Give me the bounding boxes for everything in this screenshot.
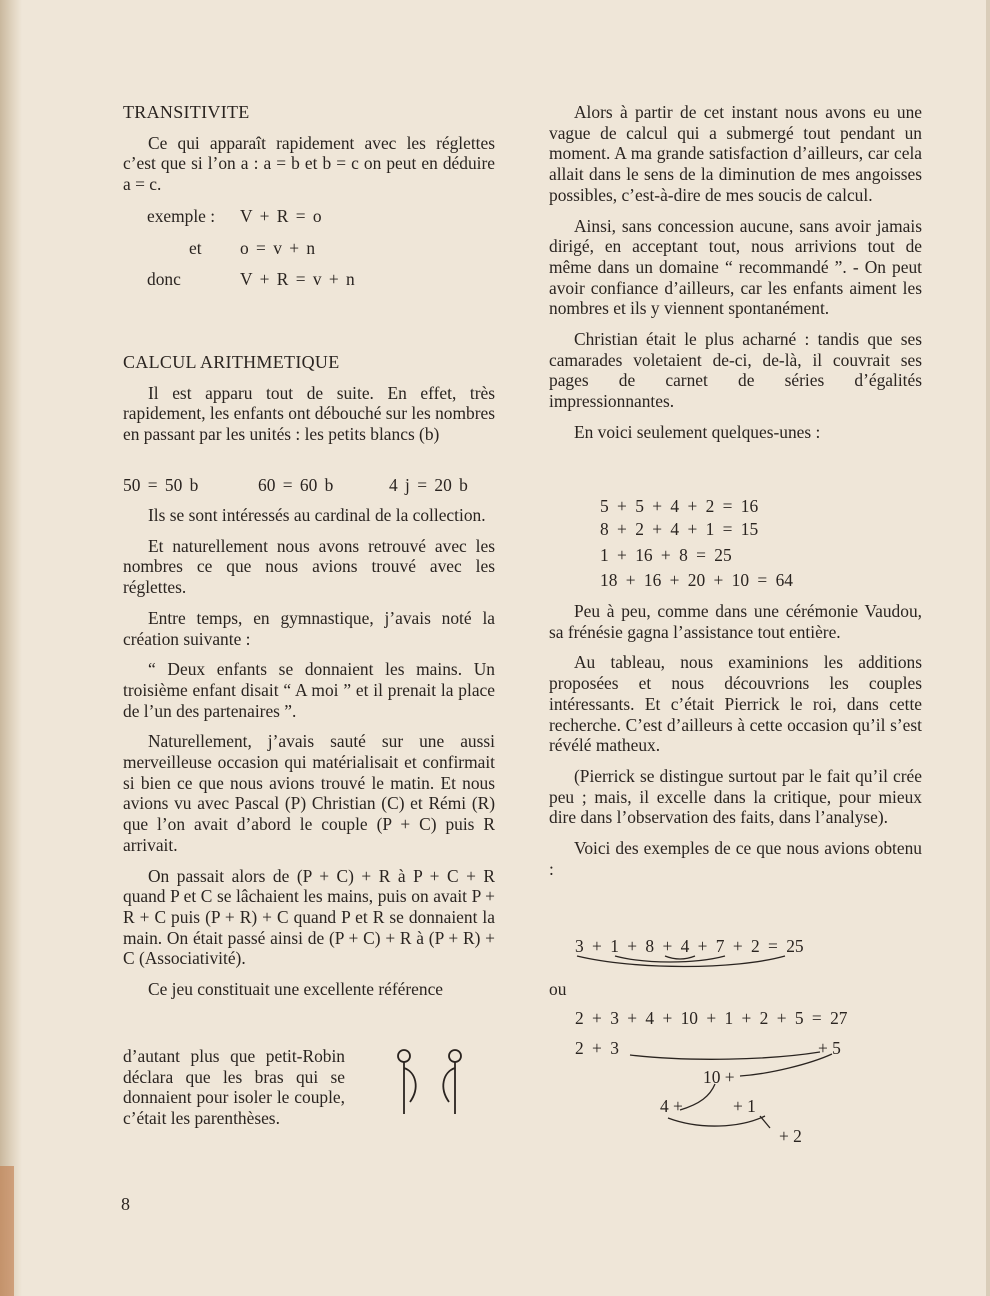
example-sum-25: 3 + 1 + 8 + 4 + 7 + 2 = 25 <box>575 936 804 956</box>
equation-50: 50 = 50 b <box>123 475 199 495</box>
tree-plus-2: + 2 <box>779 1126 802 1146</box>
series-line-3: 1 + 16 + 8 = 25 <box>600 545 732 565</box>
heading-calcul-arithmetique: CALCUL ARITHMETIQUE <box>123 352 340 372</box>
calcul-paragraph-6: Naturellement, j’avais sauté sur une aussi merveilleuse occasion qui matérialisait et confirmait si bien ce que nous avions trouvé le matin. Et nous avions vu avec Pascal (P) Christian (C) et Rémi (R) que l’on avait d’abord le couple (P + C) puis R arrivait. <box>123 731 495 855</box>
ou-label: ou <box>549 979 567 999</box>
example-label: exemple : <box>147 206 216 226</box>
right-paragraph-6: Au tableau, nous examinions les additions proposées et nous découvrions les couples intéressants. Et c’était Pierrick le roi, dans cette recherche. C’est d’ailleurs à cette occasion qu’il s’est révélé matheux. <box>549 652 922 756</box>
transitivite-paragraph: Ce qui apparaît rapidement avec les réglettes c’est que si l’on a : a = b et b = c on peut en déduire a = c. <box>123 132 495 195</box>
example-expression-2: o = v + n <box>240 238 316 258</box>
cover-edge <box>0 1166 14 1296</box>
equation-60: 60 = 60 b <box>258 475 334 495</box>
example-sum-27: 2 + 3 + 4 + 10 + 1 + 2 + 5 = 27 <box>575 1008 848 1028</box>
page-spine <box>0 0 22 1296</box>
series-line-1: 5 + 5 + 4 + 2 = 16 <box>600 496 759 516</box>
right-paragraph-8: Voici des exemples de ce que nous avions obtenu : <box>549 838 922 879</box>
et-label: et <box>189 238 202 258</box>
calcul-section <box>123 352 495 445</box>
children-holding-hands-drawing <box>392 1048 472 1124</box>
right-paragraph-2: Ainsi, sans concession aucune, sans avoir jamais dirigé, en acceptant tout, nous arrivions tout de même dans un domaine “ recommandé ”. - On peut avoir confiance d’ailleurs, car les enfants aiment les nombres et ils y viennent spontanément. <box>549 215 922 319</box>
right-paragraph-7: (Pierrick se distingue surtout par le fait qu’il crée peu ; mais, il excelle dans la critique, pour mieux dire dans l’observation des faits, dans l’analyse). <box>549 765 922 828</box>
right-paragraph-4: En voici seulement quelques-unes : <box>574 421 821 442</box>
calcul-paragraph-8a: Ce jeu constituait une excellente référence <box>148 979 444 1000</box>
calcul-paragraph-8b: d’autant plus que petit-Robin déclara que les bras qui se donnaient pour isoler le couple, c’était les parenthèses. <box>123 1046 345 1129</box>
calcul-paragraph-2: Ils se sont intéressés au cardinal de la collection. <box>148 505 486 525</box>
calcul-paragraph-5: “ Deux enfants se donnaient les mains. Un troisième enfant disait “ A moi ” et il prenait la place de l’un des partenaires ”. <box>123 659 495 721</box>
calcul-paragraph-8b-box <box>123 1046 345 1129</box>
calcul-paragraph-1: Il est apparu tout de suite. En effet, très rapidement, les enfants ont débouché sur les nombres en passant par les unités : les petits blancs (b) <box>123 382 495 445</box>
right-column-lower <box>549 601 922 879</box>
tree-4-plus: 4 + <box>660 1096 683 1116</box>
tree-2-plus-3: 2 + 3 <box>575 1038 619 1058</box>
example-expression-3: V + R = v + n <box>240 269 355 289</box>
calcul-body <box>123 505 495 1000</box>
right-column <box>549 102 922 443</box>
calcul-paragraph-4: Entre temps, en gymnastique, j’avais noté la création suivante : <box>123 607 495 649</box>
tree-10-plus: 10 + <box>703 1067 735 1087</box>
series-line-4: 18 + 16 + 20 + 10 = 64 <box>600 570 793 590</box>
tree-plus-5: + 5 <box>818 1038 841 1058</box>
series-line-2: 8 + 2 + 4 + 1 = 15 <box>600 519 759 539</box>
tree-arrows <box>600 1040 850 1140</box>
donc-label: donc <box>147 269 181 289</box>
right-paragraph-1: Alors à partir de cet instant nous avons eu une vague de calcul qui a submergé tout pendant un moment. A ma grande satisfaction d’ailleurs, car cela allait dans le sens de la diminution de mes angoisses possibles, c’est-à-dire de mes soucis de calcul. <box>549 102 922 205</box>
right-paragraph-5: Peu à peu, comme dans une cérémonie Vaudou, sa frénésie gagna l’assistance tout entière. <box>549 601 922 642</box>
tree-plus-1: + 1 <box>733 1096 756 1116</box>
right-paragraph-3: Christian était le plus acharné : tandis que ses camarades voletaient de-ci, de-là, il couvrait ses pages de carnet de séries d’égalités impressionnantes. <box>549 329 922 412</box>
calcul-paragraph-3: Et naturellement nous avons retrouvé avec les nombres ce que nous avions trouvé avec les réglettes. <box>123 535 495 598</box>
left-column <box>123 102 495 195</box>
page-edge <box>986 0 990 1296</box>
equation-4j: 4 j = 20 b <box>389 475 468 495</box>
calcul-paragraph-7: On passait alors de (P + C) + R à P + C + R quand P et C se lâchaient les mains, puis on avait P + R + C puis (P + R) + C quand P et R se donnaient la main. On était passé ainsi de (P + C) + R à (P + R) + C (Associativité). <box>123 865 495 969</box>
heading-transitivite: TRANSITIVITE <box>123 102 250 122</box>
pairing-arcs <box>575 950 815 970</box>
page-number: 8 <box>121 1194 130 1214</box>
example-expression-1: V + R = o <box>240 206 322 226</box>
